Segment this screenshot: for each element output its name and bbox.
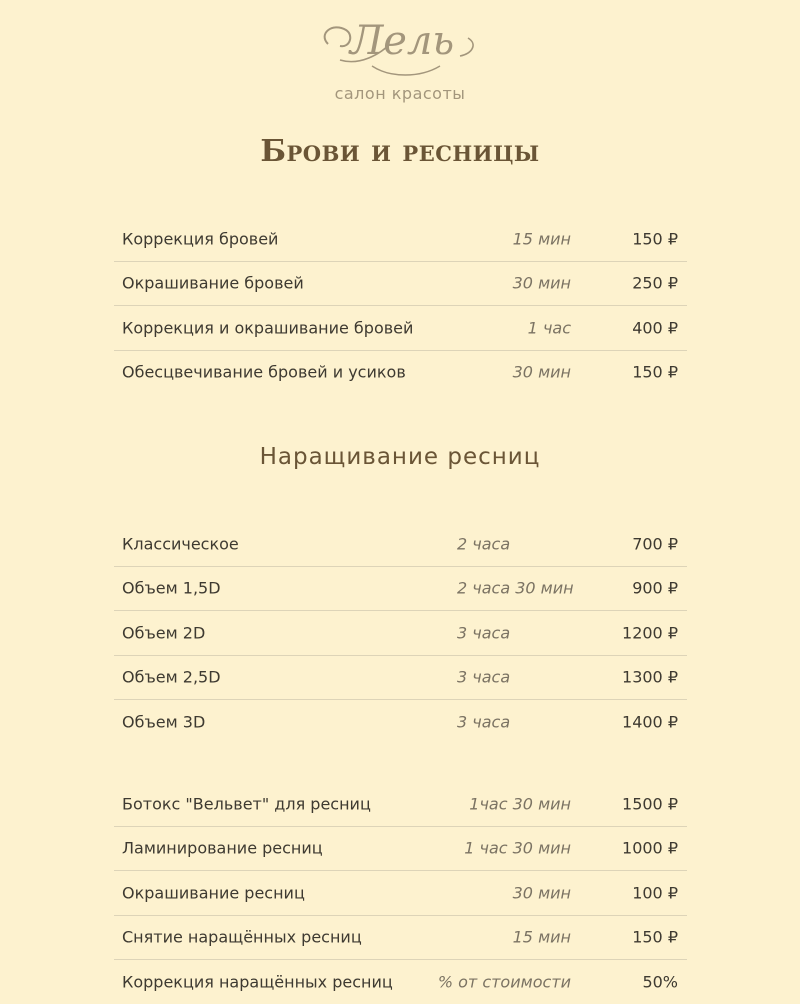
- service-price: 50%: [642, 972, 678, 992]
- eyebrows-price-table: [114, 217, 687, 394]
- table-row: [114, 306, 687, 351]
- service-duration: 30 мин: [512, 362, 571, 382]
- service-duration: 3 часа: [457, 667, 511, 687]
- svg-text:Лель: Лель: [349, 18, 455, 64]
- section-title-extension: Наращивание ресниц: [259, 444, 541, 470]
- extension-price-table: [114, 522, 687, 744]
- service-name: Объем 3D: [122, 712, 206, 732]
- table-row: [114, 782, 687, 827]
- service-duration: 30 мин: [512, 273, 571, 293]
- service-duration: 3 часа: [457, 712, 511, 732]
- table-row: [114, 960, 687, 1004]
- service-name: Ботокс "Вельвет" для ресниц: [122, 794, 371, 814]
- service-duration: 15 мин: [512, 927, 571, 947]
- service-name: Обесцвечивание бровей и усиков: [122, 362, 406, 382]
- service-name: Коррекция и окрашивание бровей: [122, 318, 414, 338]
- table-row: [114, 916, 687, 961]
- other-price-table: [114, 782, 687, 1004]
- service-name: Ламинирование ресниц: [122, 838, 323, 858]
- service-price: 1200 ₽: [622, 623, 678, 643]
- service-duration: 2 часа 30 мин: [457, 578, 574, 598]
- service-price: 100 ₽: [632, 883, 678, 903]
- service-name: Коррекция бровей: [122, 229, 279, 249]
- logo-subtitle: салон красоты: [334, 84, 466, 103]
- service-duration: 2 часа: [457, 534, 511, 554]
- table-row: [114, 656, 687, 701]
- service-duration: 1 час 30 мин: [464, 838, 571, 858]
- service-price: 400 ₽: [632, 318, 678, 338]
- table-row: [114, 262, 687, 307]
- service-name: Классическое: [122, 534, 239, 554]
- service-name: Объем 2,5D: [122, 667, 221, 687]
- table-row: [114, 351, 687, 395]
- service-price: 250 ₽: [632, 273, 678, 293]
- service-price: 150 ₽: [632, 362, 678, 382]
- service-name: Окрашивание ресниц: [122, 883, 305, 903]
- service-duration: 15 мин: [512, 229, 571, 249]
- salon-logo: [0, 4, 800, 104]
- service-price: 1000 ₽: [622, 838, 678, 858]
- table-row: [114, 700, 687, 744]
- table-row: [114, 522, 687, 567]
- table-row: [114, 871, 687, 916]
- service-duration: 1 час: [527, 318, 571, 338]
- service-price: 1500 ₽: [622, 794, 678, 814]
- service-duration: 1час 30 мин: [469, 794, 571, 814]
- service-name: Объем 2D: [122, 623, 206, 643]
- service-duration: % от стоимости: [437, 972, 571, 992]
- service-name: Объем 1,5D: [122, 578, 221, 598]
- service-price: 900 ₽: [632, 578, 678, 598]
- service-price: 150 ₽: [632, 229, 678, 249]
- logo-script-icon: [310, 4, 490, 84]
- service-name: Коррекция наращённых ресниц: [122, 972, 393, 992]
- table-row: [114, 567, 687, 612]
- table-row: [114, 827, 687, 872]
- service-name: Снятие наращённых ресниц: [122, 927, 362, 947]
- service-duration: 30 мин: [512, 883, 571, 903]
- page-title: Брови и ресницы: [260, 134, 540, 169]
- service-price: 1300 ₽: [622, 667, 678, 687]
- service-name: Окрашивание бровей: [122, 273, 304, 293]
- table-row: [114, 611, 687, 656]
- service-price: 150 ₽: [632, 927, 678, 947]
- table-row: [114, 217, 687, 262]
- service-price: 1400 ₽: [622, 712, 678, 732]
- service-price: 700 ₽: [632, 534, 678, 554]
- service-duration: 3 часа: [457, 623, 511, 643]
